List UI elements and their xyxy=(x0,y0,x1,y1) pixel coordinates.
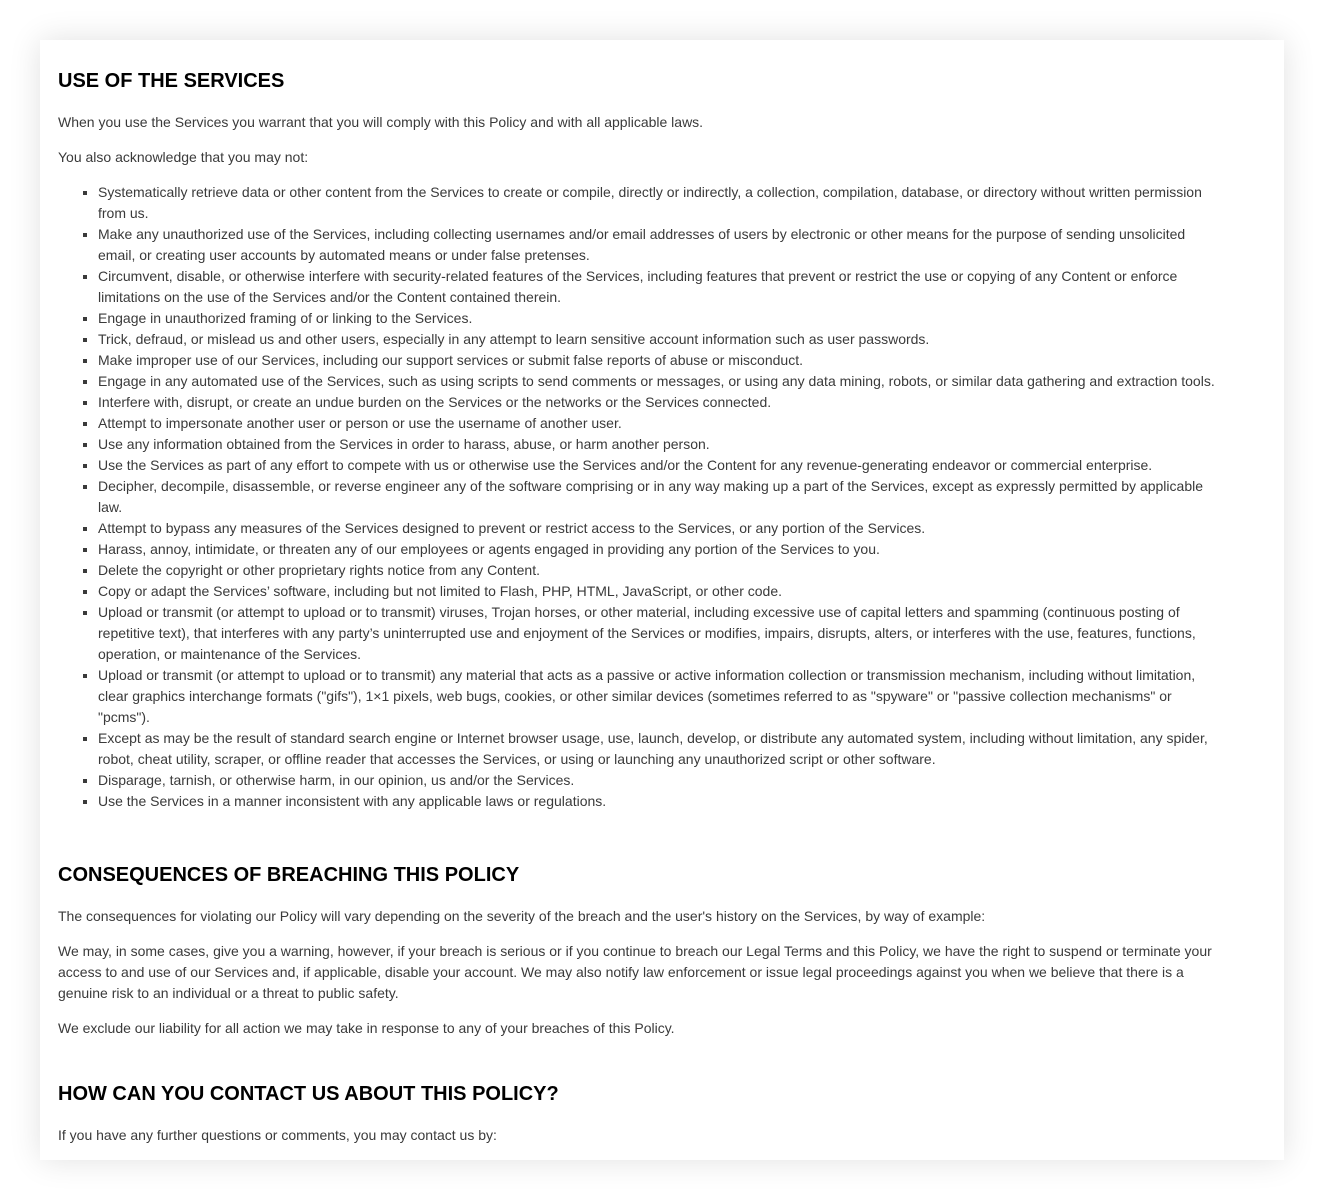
list-item: ▪ Upload or transmit (or attempt to upload or to transmit) viruses, Trojan horses, or other material, including excessive use of capital letters and spamming (continuous posting of repetitive text), that interferes with any party’s uninterrupted use and enjoyment of the Services or modifies, impairs, disrupts, alters, or interferes with the use, features, functions, operation, or maintenance of the Services. xyxy=(98,602,1226,665)
paragraph: When you use the Services you warrant that you will comply with this Policy and with all applicable laws. xyxy=(58,114,704,130)
list-item: ▪ Trick, defraud, or mislead us and other users, especially in any attempt to learn sensitive account information such as user passwords. xyxy=(98,329,1226,350)
list-item: ▪ Disparage, tarnish, or otherwise harm, in our opinion, us and/or the Services. xyxy=(98,770,1226,791)
list-item: ▪ Attempt to bypass any measures of the Services designed to prevent or restrict access to the Services, or any portion of the Services. xyxy=(98,518,1226,539)
list-item: ▪ Make improper use of our Services, including our support services or submit false reports of abuse or misconduct. xyxy=(98,350,1226,371)
paragraph: You also acknowledge that you may not: xyxy=(58,149,309,165)
paragraph: The consequences for violating our Policy will vary depending on the severity of the breach and the user's history on the Services, by way of example: xyxy=(58,908,986,924)
list-item: ▪ Interfere with, disrupt, or create an undue burden on the Services or the networks or the Services connected. xyxy=(98,392,1226,413)
list-item: ▪ Attempt to impersonate another user or person or use the username of another user. xyxy=(98,413,1226,434)
section-heading: USE OF THE SERVICES xyxy=(58,70,285,92)
paragraph: If you have any further questions or comments, you may contact us by: xyxy=(58,1127,497,1143)
section-heading: CONSEQUENCES OF BREACHING THIS POLICY xyxy=(58,864,520,886)
section-heading: HOW CAN YOU CONTACT US ABOUT THIS POLICY? xyxy=(58,1083,559,1105)
list-item: ▪ Delete the copyright or other proprietary rights notice from any Content. xyxy=(98,560,1226,581)
paragraph: We may, in some cases, give you a warning, however, if your breach is serious or if you continue to breach our Legal Terms and this Policy, we have the right to suspend or terminate your access to and use of our Services and, if applicable, disable your account. We may also notify law enforcement or issue legal proceedings against you when we believe that there is a genuine risk to an individual or a threat to public safety. xyxy=(58,943,1212,1001)
list-item: ▪ Upload or transmit (or attempt to upload or to transmit) any material that acts as a passive or active information collection or transmission mechanism, including without limitation, clear graphics interchange formats ("gifs"), 1×1 pixels, web bugs, cookies, or other similar devices (sometimes referred to as "spyware" or "passive collection mechanisms" or "pcms"). xyxy=(98,665,1226,728)
policy-document xyxy=(40,40,1284,1160)
list-item: ▪ Use the Services in a manner inconsistent with any applicable laws or regulations. xyxy=(98,791,1226,812)
use-of-services-section xyxy=(58,68,1226,812)
prohibited-list xyxy=(58,182,1226,812)
list-item: ▪ Copy or adapt the Services’ software, including but not limited to Flash, PHP, HTML, JavaScript, or other code. xyxy=(98,581,1226,602)
list-item: ▪ Except as may be the result of standard search engine or Internet browser usage, use, launch, develop, or distribute any automated system, including without limitation, any spider, robot, cheat utility, scraper, or offline reader that accesses the Services, or using or launching any unauthorized script or other software. xyxy=(98,728,1226,770)
list-item: ▪ Engage in any automated use of the Services, such as using scripts to send comments or messages, or using any data mining, robots, or similar data gathering and extraction tools. xyxy=(98,371,1226,392)
list-item: ▪ Make any unauthorized use of the Services, including collecting usernames and/or email addresses of users by electronic or other means for the purpose of sending unsolicited email, or creating user accounts by automated means or under false pretenses. xyxy=(98,224,1226,266)
contact-section xyxy=(58,1081,1226,1146)
consequences-section xyxy=(58,862,1226,1039)
list-item: ▪ Systematically retrieve data or other content from the Services to create or compile, directly or indirectly, a collection, compilation, database, or directory without written permission from us. xyxy=(98,182,1226,224)
list-item: ▪ Harass, annoy, intimidate, or threaten any of our employees or agents engaged in providing any portion of the Services to you. xyxy=(98,539,1226,560)
list-item: ▪ Use any information obtained from the Services in order to harass, abuse, or harm another person. xyxy=(98,434,1226,455)
list-item: ▪ Decipher, decompile, disassemble, or reverse engineer any of the software comprising or in any way making up a part of the Services, except as expressly permitted by applicable law. xyxy=(98,476,1226,518)
list-item: ▪ Engage in unauthorized framing of or linking to the Services. xyxy=(98,308,1226,329)
list-item: ▪ Circumvent, disable, or otherwise interfere with security-related features of the Services, including features that prevent or restrict the use or copying of any Content or enforce limitations on the use of the Services and/or the Content contained therein. xyxy=(98,266,1226,308)
list-item: ▪ Use the Services as part of any effort to compete with us or otherwise use the Services and/or the Content for any revenue-generating endeavor or commercial enterprise. xyxy=(98,455,1226,476)
paragraph: We exclude our liability for all action we may take in response to any of your breaches of this Policy. xyxy=(58,1020,675,1036)
